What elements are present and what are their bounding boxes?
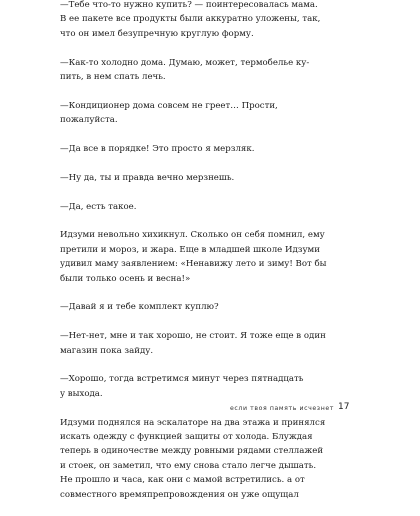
paragraph — [60, 300, 360, 314]
paragraph — [60, 329, 360, 358]
paragraph — [60, 228, 360, 286]
text-line: у выхода. — [60, 388, 103, 399]
body-text — [60, 0, 360, 516]
text-line: магазин пока зайду. — [60, 345, 154, 356]
paragraph — [60, 416, 360, 502]
text-line: —Ну да, ты и правда вечно мерзнешь. — [60, 172, 235, 183]
page-number: 17 — [338, 402, 350, 412]
text-line: —Тебе что-то нужно купить? — поинтересовалась мама. — [60, 0, 318, 10]
text-line: —Кондиционер дома совсем не греет… Прости, — [60, 100, 278, 111]
paragraph — [60, 200, 360, 214]
text-line: искать одежду с функцией защиты от холода. Блуждая — [60, 432, 313, 443]
text-line: Не прошло и часа, как они с мамой встретились. а от — [60, 475, 305, 486]
running-title: если твоя память исчезнет — [230, 405, 334, 412]
paragraph — [60, 372, 360, 401]
text-line: пить, в нем спать лечь. — [60, 72, 166, 83]
text-line: и стоек, он заметил, что ему снова стало легче дышать. — [60, 460, 317, 471]
text-line: —Давай я и тебе комплект куплю? — [60, 302, 219, 313]
text-line: теперь в одиночестве между ровными рядами стеллажей — [60, 446, 324, 457]
paragraph — [60, 142, 360, 156]
text-line: —Да все в порядке! Это просто я мерзляк. — [60, 144, 255, 155]
text-line: совместного времяпрепровождения он уже ощущал — [60, 489, 299, 500]
text-line: —Хорошо, тогда встретимся минут через пятнадцать — [60, 374, 304, 385]
text-line: что он имел безупречную круглую форму. — [60, 28, 254, 39]
text-line: В ее пакете все продукты были аккуратно уложены, так, — [60, 14, 321, 25]
paragraph — [60, 0, 360, 41]
paragraph — [60, 171, 360, 185]
text-line: были только осень и весна!» — [60, 273, 191, 284]
text-line: удивил маму заявлением: «Ненавижу лето и зиму! Вот бы — [60, 259, 327, 270]
text-line: —Нет-нет, мне и так хорошо, не стоит. Я тоже еще в один — [60, 331, 326, 342]
text-line: Идзуми поднялся на эскалаторе на два этажа и принялся — [60, 417, 326, 428]
text-line: Идзуми невольно хихикнул. Сколько он себя помнил, ему — [60, 230, 325, 241]
text-line: пожалуйста. — [60, 115, 118, 126]
text-line: —Как-то холодно дома. Думаю, может, термобелье ку- — [60, 57, 310, 68]
paragraph — [60, 56, 360, 85]
text-line: —Да, есть такое. — [60, 201, 137, 212]
paragraph — [60, 99, 360, 128]
text-line: претили и мороз, и жара. Еще в младшей школе Идзуми — [60, 244, 320, 255]
page-footer — [0, 402, 420, 416]
